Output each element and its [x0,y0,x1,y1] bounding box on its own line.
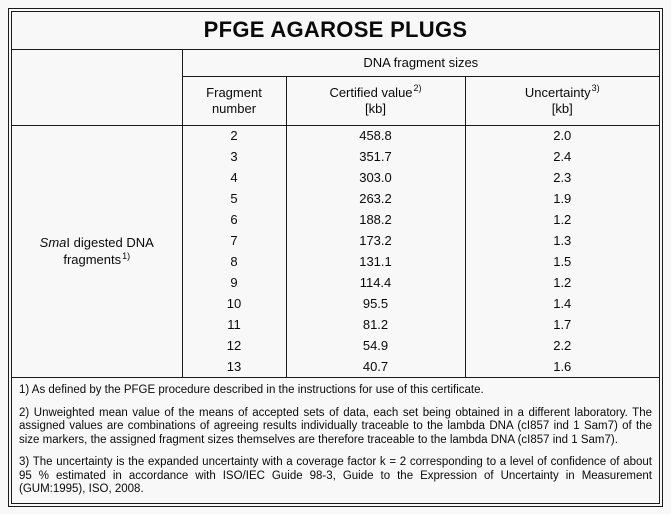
cell-uncertainty: 1.7 [465,314,659,335]
cell-certified-value: 351.7 [286,146,465,167]
column-header-label: Uncertainty [524,84,591,100]
table-row [12,125,659,146]
cell-certified-value: 303.0 [286,167,465,188]
column-header-label-line2: number [211,100,257,116]
cell-certified-value: 458.8 [286,125,465,146]
corner-empty-cell [12,50,182,125]
column-header-label: Certified value [329,84,413,100]
column-header-certified-value [286,76,465,125]
column-header-label: Fragment [206,84,262,100]
cell-uncertainty: 2.3 [465,167,659,188]
footnote-ref-2: 2) [413,83,422,94]
cell-uncertainty: 1.2 [465,272,659,293]
row-group-label [12,125,182,377]
cell-uncertainty: 1.2 [465,209,659,230]
certificate-table-frame [8,8,663,507]
cell-uncertainty: 1.3 [465,230,659,251]
cell-uncertainty: 2.0 [465,125,659,146]
cell-certified-value: 263.2 [286,188,465,209]
cell-certified-value: 188.2 [286,209,465,230]
table-body [12,125,659,377]
cell-certified-value: 40.7 [286,356,465,377]
cell-certified-value: 114.4 [286,272,465,293]
cell-fragment-number: 13 [182,356,286,377]
cell-certified-value: 54.9 [286,335,465,356]
row-group-label-italic: Sma [39,235,67,251]
cell-fragment-number: 3 [182,146,286,167]
cell-uncertainty: 1.6 [465,356,659,377]
cell-fragment-number: 4 [182,167,286,188]
footnotes-section [12,377,659,504]
cell-uncertainty: 2.4 [465,146,659,167]
cell-uncertainty: 1.9 [465,188,659,209]
footnote-ref-1: 1) [122,250,131,261]
column-header-unit: [kb] [551,100,573,116]
cell-certified-value: 173.2 [286,230,465,251]
group-header-row [12,50,659,76]
cell-fragment-number: 9 [182,272,286,293]
cell-certified-value: 95.5 [286,293,465,314]
dna-fragment-sizes-table [12,50,659,377]
cell-fragment-number: 6 [182,209,286,230]
certificate-table-inner-border [11,11,660,504]
cell-fragment-number: 2 [182,125,286,146]
footnote-3: 3) The uncertainty is the expanded uncertainty with a coverage factor k = 2 corresponding to a level of confidence of about 95 % estimated in accordance with ISO/IEC Guide 98-3, Guide to the Expression of Uncertainty in Measurement (GUM:1995), ISO, 2008. [19,456,652,495]
cell-fragment-number: 12 [182,335,286,356]
cell-fragment-number: 7 [182,230,286,251]
page-title: PFGE AGAROSE PLUGS [12,12,659,50]
cell-fragment-number: 5 [182,188,286,209]
column-header-unit: [kb] [365,100,386,116]
row-group-label-rest: I digested DNA fragments [63,235,154,268]
column-header-fragment-number [182,76,286,125]
cell-certified-value: 131.1 [286,251,465,272]
cell-fragment-number: 10 [182,293,286,314]
group-header-dna-fragment-sizes: DNA fragment sizes [182,50,659,76]
cell-uncertainty: 1.5 [465,251,659,272]
footnote-1: 1) As defined by the PFGE procedure described in the instructions for use of this certificate. [19,384,484,396]
cell-uncertainty: 2.2 [465,335,659,356]
column-header-uncertainty [465,76,659,125]
cell-uncertainty: 1.4 [465,293,659,314]
cell-fragment-number: 8 [182,251,286,272]
footnote-2: 2) Unweighted mean value of the means of accepted sets of data, each set being obtained in a different laboratory. The assigned values are combinations of agreeing results individually traceable to the lambda DNA (cI857 ind 1 Sam7) of the size markers, the assigned fragment sizes themselves are therefore traceable to the lambda DNA (cI857 ind 1 Sam7). [19,406,652,446]
footnote-ref-3: 3) [591,83,600,94]
cell-fragment-number: 11 [182,314,286,335]
cell-certified-value: 81.2 [286,314,465,335]
